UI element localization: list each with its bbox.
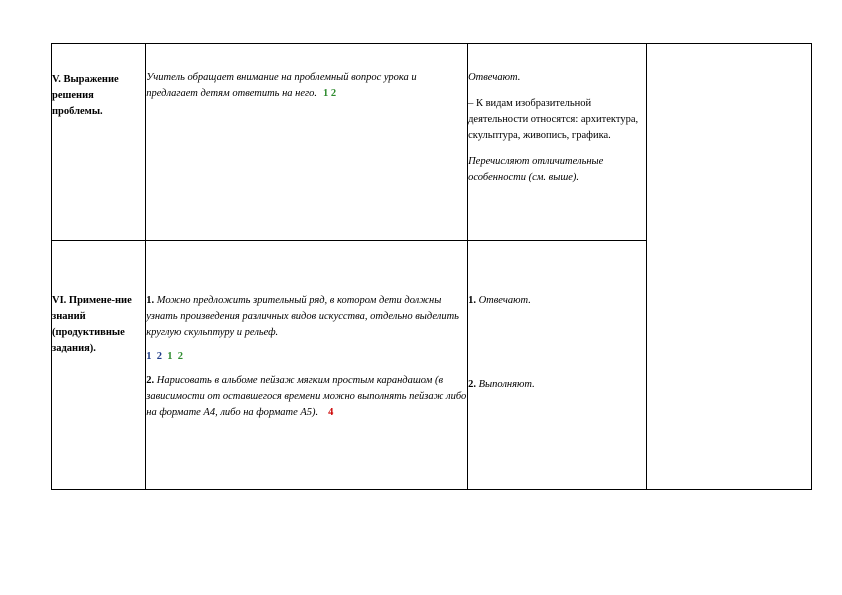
pupils-text: – К видам изобразительной деятельности относятся: архитектура, скульптура, живопись, графика.	[468, 98, 639, 141]
teacher-activity-text	[146, 70, 467, 102]
pupils-answer-2	[468, 377, 645, 393]
code: 2	[156, 351, 162, 362]
teacher-text: Учитель обращает внимание на проблемный вопрос урока и предлагает детям ответить на него.	[146, 72, 417, 99]
competency-codes: 1 2	[323, 88, 337, 99]
stage-label: V. Выражение решения проблемы.	[52, 74, 119, 117]
task-2-code: 4	[328, 407, 334, 418]
answer-2-text: Выполняют.	[478, 379, 535, 390]
task-2-number: 2.	[146, 375, 155, 386]
code: 2	[177, 351, 183, 362]
task-1	[146, 293, 467, 341]
teacher-activity-cell	[146, 44, 468, 241]
teacher-activity-cell	[146, 241, 468, 490]
task-1-codes	[146, 349, 467, 365]
answer-2-number: 2.	[468, 379, 476, 390]
pupils-activity-cell	[468, 241, 646, 490]
table-row	[52, 44, 812, 241]
lesson-plan-table	[51, 43, 812, 490]
pupils-answer: Отвечают.	[468, 72, 521, 83]
code: 1	[167, 351, 173, 362]
stage-cell	[52, 44, 146, 241]
pupils-activity-cell	[468, 44, 646, 241]
task-1-number: 1.	[146, 295, 155, 306]
notes-cell	[646, 44, 811, 490]
task-1-text: Можно предложить зрительный ряд, в котором дети должны узнать произведения различных видов искусства, отдельно выделить круглую скульптуру и рельеф.	[146, 295, 459, 338]
stage-cell	[52, 241, 146, 490]
task-2	[146, 373, 467, 421]
stage-label: VI. Примене-ние знаний (продуктивные задания).	[52, 295, 132, 354]
code: 1	[146, 351, 152, 362]
answer-1-number: 1.	[468, 295, 476, 306]
pupils-list: Перечисляют отличительные особенности (см. выше).	[468, 156, 604, 183]
pupils-answer-1	[468, 293, 645, 309]
task-2-text: Нарисовать в альбоме пейзаж мягким простым карандашом (в зависимости от оставшегося времени можно выполнять пейзаж либо на формате А4, либо на формате А5).	[146, 375, 467, 418]
answer-1-text: Отвечают.	[478, 295, 531, 306]
